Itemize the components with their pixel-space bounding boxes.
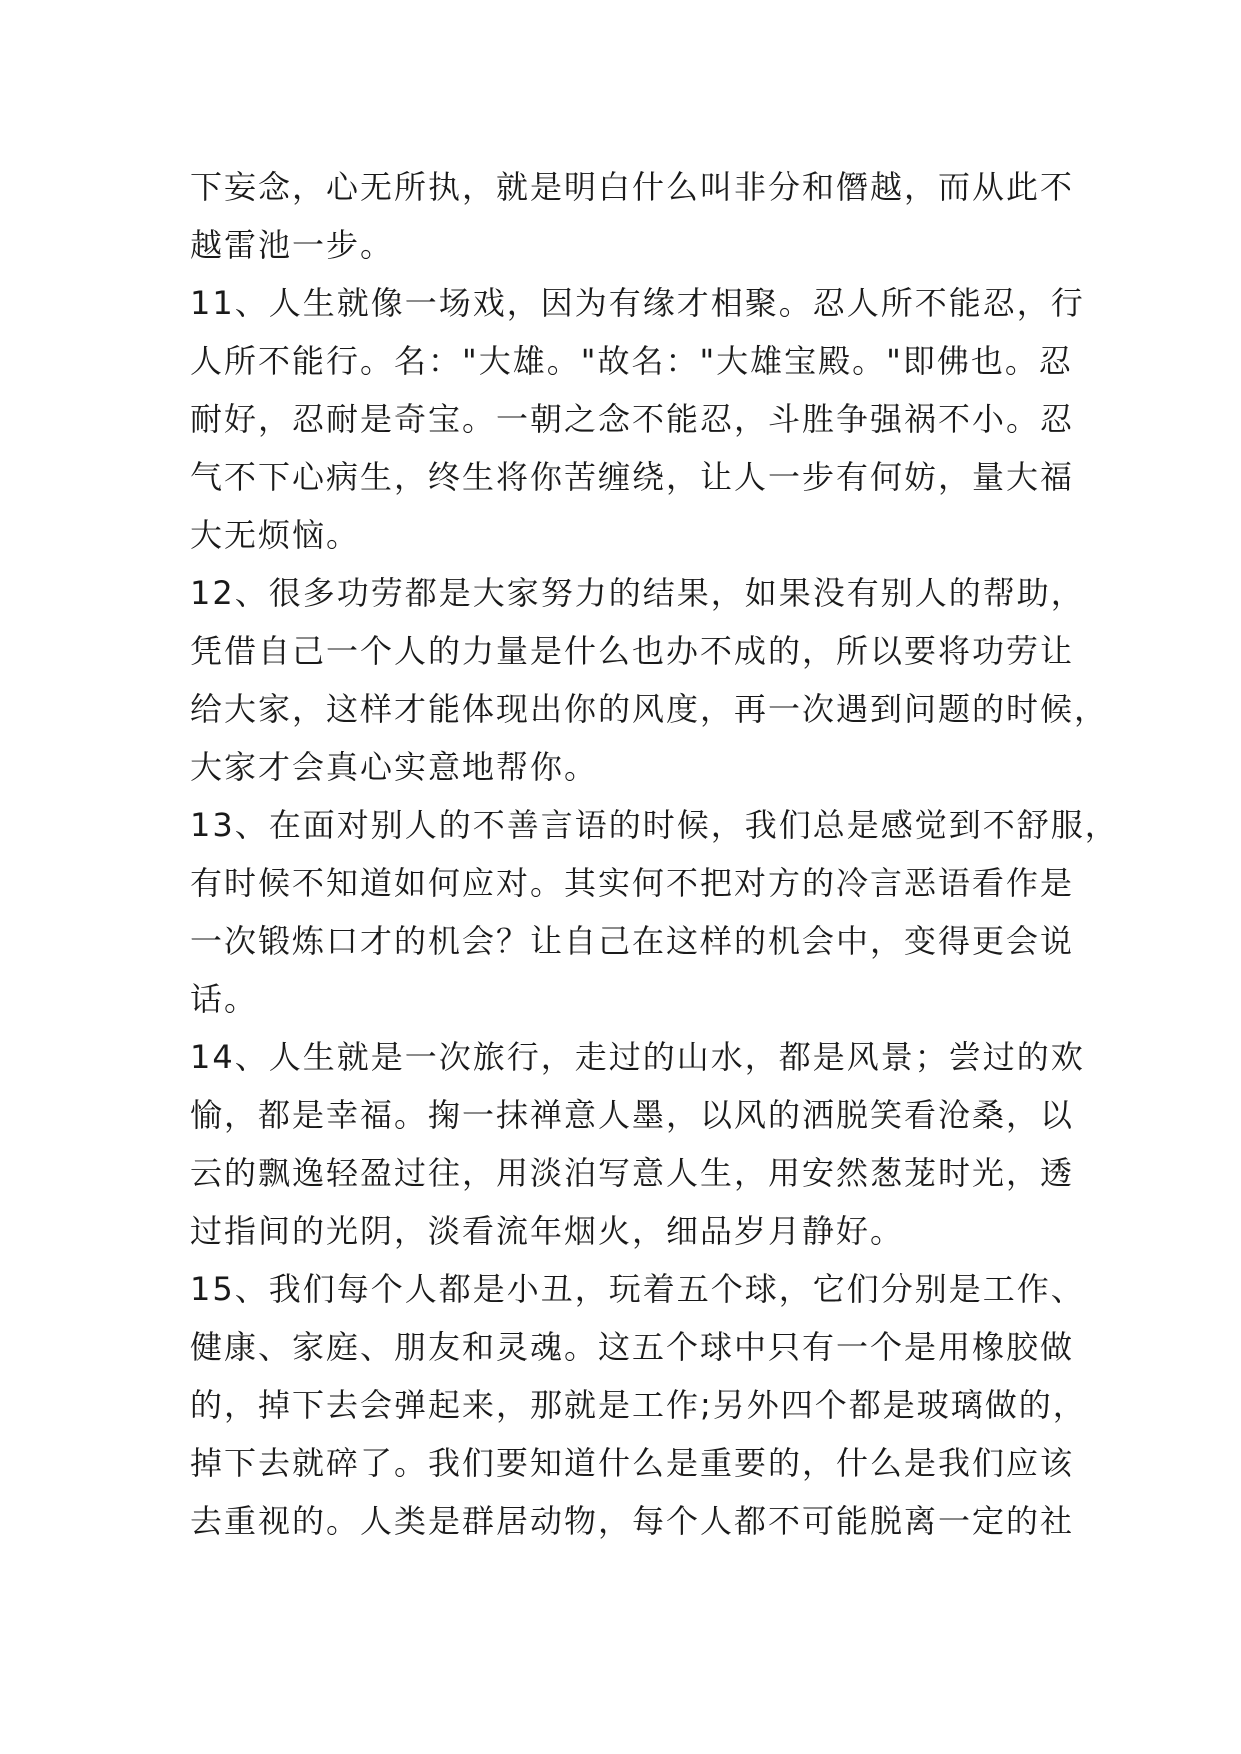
text-line: 大无烦恼。 (190, 516, 361, 554)
text-line: 15、我们每个人都是小丑，玩着五个球，它们分别是工作、 (190, 1270, 1085, 1308)
text-line: 气不下心病生，终生将你苦缠绕，让人一步有何妨，量大福 (190, 458, 1075, 496)
text-line: 大家才会真心实意地帮你。 (190, 748, 599, 786)
text-line: 话。 (190, 980, 259, 1018)
text-line: 凭借自己一个人的力量是什么也办不成的，所以要将功劳让 (190, 632, 1075, 670)
text-line: 愉，都是幸福。掬一抹禅意人墨，以风的洒脱笑看沧桑，以 (190, 1096, 1075, 1134)
text-line: 人所不能行。名："大雄。"故名："大雄宝殿。"即佛也。忍 (190, 342, 1073, 380)
text-line: 掉下去就碎了。我们要知道什么是重要的，什么是我们应该 (190, 1444, 1075, 1482)
text-line: 12、很多功劳都是大家努力的结果，如果没有别人的帮助， (190, 574, 1085, 612)
text-line: 耐好，忍耐是奇宝。一朝之念不能忍，斗胜争强祸不小。忍 (190, 400, 1075, 438)
text-line: 越雷池一步。 (190, 226, 395, 264)
text-line: 云的飘逸轻盈过往，用淡泊写意人生，用安然葱茏时光，透 (190, 1154, 1075, 1192)
text-line: 11、人生就像一场戏，因为有缘才相聚。忍人所不能忍，行 (190, 284, 1085, 322)
text-line: 14、人生就是一次旅行，走过的山水，都是风景；尝过的欢 (190, 1038, 1085, 1076)
text-line: 健康、家庭、朋友和灵魂。这五个球中只有一个是用橡胶做 (190, 1328, 1075, 1366)
text-line: 去重视的。人类是群居动物，每个人都不可能脱离一定的社 (190, 1502, 1075, 1540)
text-line: 下妄念，心无所执，就是明白什么叫非分和僭越，而从此不 (190, 168, 1075, 206)
text-line: 13、在面对别人的不善言语的时候，我们总是感觉到不舒服， (190, 806, 1119, 844)
document-body (190, 158, 1119, 1550)
text-line: 的，掉下去会弹起来，那就是工作;另外四个都是玻璃做的， (190, 1386, 1087, 1424)
text-line: 给大家，这样才能体现出你的风度，再一次遇到问题的时候， (190, 690, 1109, 728)
text-line: 有时候不知道如何应对。其实何不把对方的冷言恶语看作是 (190, 864, 1075, 902)
text-line: 一次锻炼口才的机会？让自己在这样的机会中，变得更会说 (190, 922, 1075, 960)
text-line: 过指间的光阴，淡看流年烟火，细品岁月静好。 (190, 1212, 905, 1250)
